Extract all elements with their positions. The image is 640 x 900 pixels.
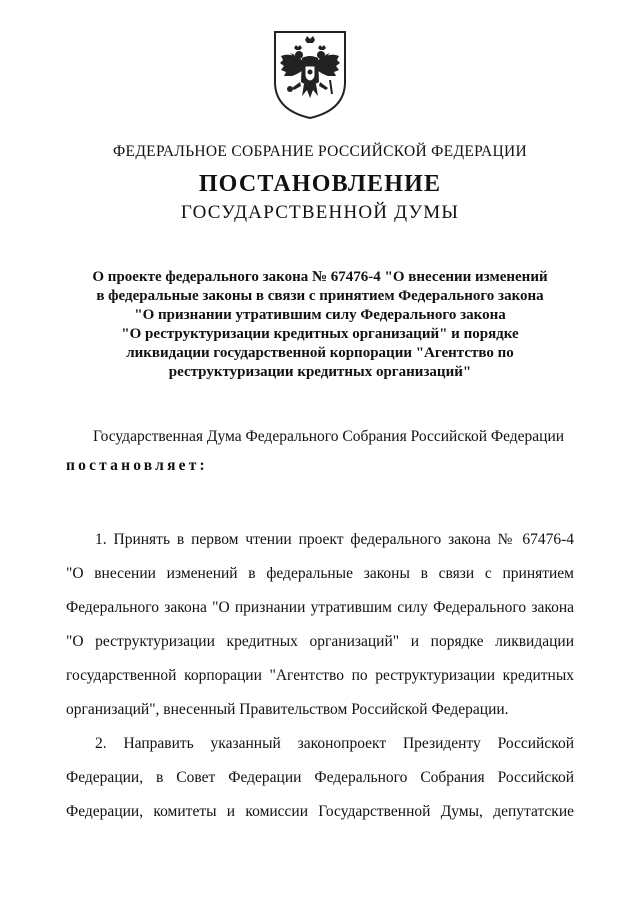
subject-line: "О реструктуризации кредитных организаций" и порядке bbox=[121, 326, 519, 342]
subject-line: О проекте федерального закона № 67476-4 "О внесении изменений bbox=[92, 269, 548, 285]
subject-line: в федеральные законы в связи с принятием Федерального закона bbox=[96, 288, 544, 304]
paragraph-2-line: Федерации, комитеты и комиссии Государственной Думы, депутатские bbox=[66, 803, 574, 820]
paragraph-1-line: 1. Принять в первом чтении проект федерального закона № 67476-4 bbox=[95, 531, 574, 548]
resolution-body bbox=[66, 529, 574, 835]
paragraph-2-line: Федерации, в Совет Федерации Федерального Собрания Российской bbox=[66, 769, 574, 786]
subject-line: ликвидации государственной корпорации "Агентство по bbox=[126, 345, 514, 361]
subject-line: реструктуризации кредитных организаций" bbox=[168, 364, 472, 380]
subject-line: "О признании утратившим силу Федерального закона bbox=[134, 307, 506, 323]
double-headed-eagle-icon bbox=[272, 30, 348, 120]
coat-of-arms-emblem bbox=[272, 30, 348, 120]
paragraph-1-line: Федерального закона "О признании утратившим силу Федерального закона bbox=[66, 599, 574, 616]
preamble-text: Государственная Дума Федерального Собрания Российской Федерации bbox=[93, 428, 565, 445]
document-type-title: ПОСТАНОВЛЕНИЕ bbox=[198, 171, 442, 197]
paragraph-1-line: "О внесении изменений в федеральные законы в связи с принятием bbox=[66, 565, 574, 582]
decree-word: постановляет: bbox=[66, 457, 208, 474]
resolution-subject bbox=[80, 268, 560, 382]
assembly-heading: ФЕДЕРАЛЬНОЕ СОБРАНИЕ РОССИЙСКОЙ ФЕДЕРАЦИИ bbox=[113, 143, 527, 160]
document-issuer: ГОСУДАРСТВЕННОЙ ДУМЫ bbox=[180, 202, 460, 223]
paragraph-1-line: "О реструктуризации кредитных организаций" и порядке ликвидации bbox=[66, 633, 574, 650]
paragraph-1-line: организаций", внесенный Правительством Российской Федерации. bbox=[66, 701, 509, 718]
paragraph-2-line: 2. Направить указанный законопроект Президенту Российской bbox=[95, 735, 574, 752]
paragraph-1-line: государственной корпорации "Агентство по реструктуризации кредитных bbox=[66, 667, 574, 684]
